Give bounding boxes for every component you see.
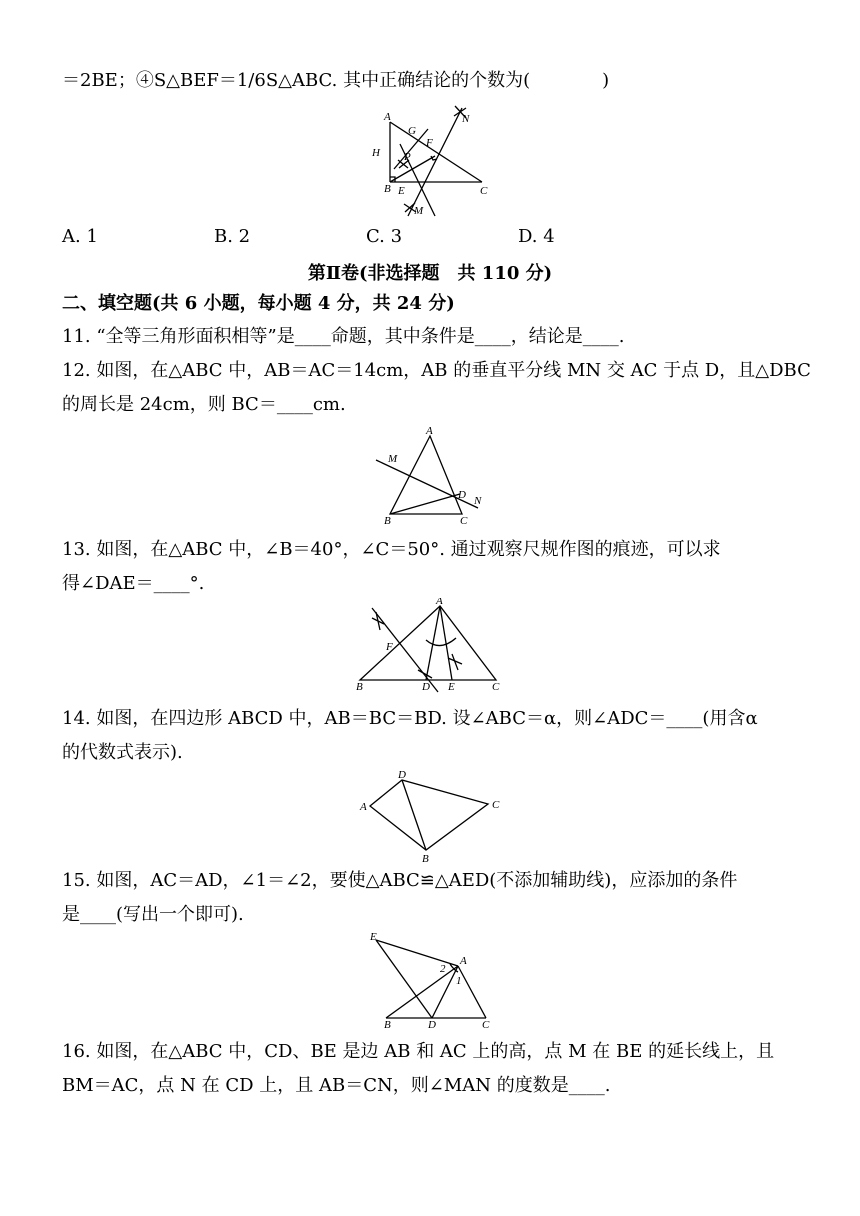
q13-line1: 13. 如图，在△ABC 中，∠B＝40°，∠C＝50°. 通过观察尺规作图的痕迹，可以求: [62, 539, 721, 560]
q10-tail: ＝2BE；④S△BEF＝1/6S△ABC. 其中正确结论的个数为( ): [62, 70, 610, 91]
q15-label-d: D: [428, 1019, 436, 1030]
q10-label-m: M: [414, 205, 424, 217]
q15-label-b: B: [384, 1019, 391, 1030]
q15-label-1: 1: [456, 975, 462, 987]
q12-line1: 12. 如图，在△ABC 中，AB＝AC＝14cm，AB 的垂直平分线 MN 交 AC 于点 D，且△DBC: [62, 360, 811, 381]
q12-label-m: M: [388, 453, 398, 465]
q13-label-c: C: [492, 681, 500, 693]
q13-label-b: B: [356, 681, 363, 693]
q15-label-a: A: [460, 955, 467, 967]
q14-line2: 的代数式表示).: [62, 742, 183, 763]
q16-line2: BM＝AC，点 N 在 CD 上，且 AB＝CN，则∠MAN 的度数是____.: [62, 1075, 611, 1096]
q15-figure: [362, 932, 502, 1030]
q13-label-d: D: [422, 681, 430, 693]
q10-option-d[interactable]: D. 4: [518, 226, 555, 247]
q10-option-b[interactable]: B. 2: [214, 226, 251, 247]
q12-figure: [370, 424, 490, 528]
q15-label-c: C: [482, 1019, 490, 1030]
q10-option-c[interactable]: C. 3: [366, 226, 403, 247]
q12-label-a: A: [426, 425, 433, 437]
q14-label-b: B: [422, 853, 429, 864]
q12-line2: 的周长是 24cm，则 BC＝____cm.: [62, 394, 346, 415]
q12-label-n: N: [474, 495, 482, 507]
q14-label-c: C: [492, 799, 500, 811]
q10-label-b: B: [384, 183, 391, 195]
q13-line2: 得∠DAE＝____°.: [62, 573, 205, 594]
q15-line2: 是____(写出一个即可).: [62, 904, 244, 925]
q15-label-e: E: [370, 932, 377, 943]
fill-section-title: 二、填空题(共 6 小题，每小题 4 分，共 24 分): [62, 293, 455, 314]
q10-label-g: G: [408, 125, 416, 137]
q12-label-b: B: [384, 515, 391, 527]
q13-label-f: F: [386, 641, 393, 653]
q12-label-c: C: [460, 515, 468, 527]
q14-label-a: A: [360, 801, 367, 813]
q14-label-d: D: [398, 769, 406, 781]
q16-line1: 16. 如图，在△ABC 中，CD、BE 是边 AB 和 AC 上的高，点 M 在 BE 的延长线上，且: [62, 1041, 775, 1062]
q15-line1: 15. 如图，AC＝AD，∠1＝∠2，要使△ABC≌△AED(不添加辅助线)，应添加的条件: [62, 870, 738, 891]
q14-line1: 14. 如图，在四边形 ABCD 中，AB＝BC＝BD. 设∠ABC＝α，则∠ADC＝____(用含α: [62, 708, 758, 729]
q10-option-a[interactable]: A. 1: [62, 226, 98, 247]
q12-label-d: D: [458, 489, 466, 501]
q14-figure: [354, 768, 504, 864]
q10-label-p: P: [404, 151, 411, 163]
q10-label-h: H: [372, 147, 380, 159]
q10-figure: [360, 104, 490, 220]
q10-label-f: F: [426, 137, 433, 149]
section2-title: 第Ⅱ卷(非选择题 共 110 分): [307, 263, 553, 284]
q13-figure: [354, 598, 504, 696]
q10-label-c: C: [480, 185, 488, 197]
q15-label-2: 2: [440, 963, 446, 975]
q10-label-n: N: [462, 113, 470, 125]
q10-label-e: E: [398, 185, 405, 197]
q11-text: 11. “全等三角形面积相等”是____命题，其中条件是____，结论是____.: [62, 326, 625, 347]
q13-label-e: E: [448, 681, 455, 693]
q10-label-a: A: [384, 111, 391, 123]
q13-label-a: A: [436, 598, 443, 607]
